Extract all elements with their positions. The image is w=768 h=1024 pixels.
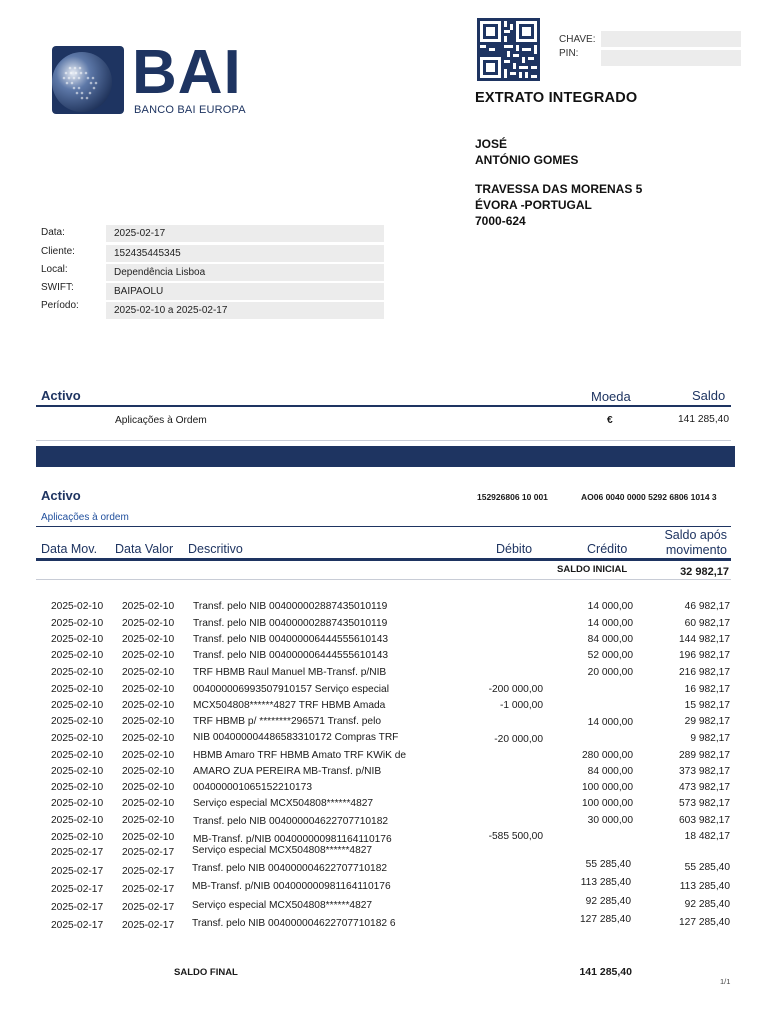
tx-data-valor: 2025-02-10 xyxy=(122,815,175,826)
tx-saldo: 603 982,17 xyxy=(679,815,730,826)
tx-data-valor: 2025-02-17 xyxy=(122,902,175,913)
tx-saldo: 15 982,17 xyxy=(684,700,730,711)
tx-data-valor: 2025-02-10 xyxy=(122,750,175,761)
tx-data-valor: 2025-02-10 xyxy=(122,684,175,695)
tx-saldo: 127 285,40 xyxy=(679,917,730,928)
tx-data-valor: 2025-02-10 xyxy=(122,618,175,629)
column-header-saldo-line2: movimento xyxy=(665,543,727,557)
tx-data-mov: 2025-02-17 xyxy=(51,920,104,931)
account-iban: AO06 0040 0000 5292 6806 1014 3 xyxy=(581,492,717,502)
tx-descritivo: HBMB Amaro TRF HBMB Amato TRF KWiK de xyxy=(193,750,407,761)
saldo-inicial-label: SALDO INICIAL xyxy=(557,564,628,575)
tx-descritivo: Serviço especial MCX504808******4827 xyxy=(192,845,373,856)
summary-row-currency: € xyxy=(607,415,613,426)
tx-saldo: 46 982,17 xyxy=(684,601,730,612)
tx-data-valor: 2025-02-17 xyxy=(122,866,175,877)
tx-descritivo: AMARO ZUA PEREIRA MB-Transf. p/NIB xyxy=(193,766,382,777)
saldo-final-label: SALDO FINAL xyxy=(174,967,238,978)
tx-credito: 84 000,00 xyxy=(587,634,633,645)
tx-credito: 52 000,00 xyxy=(587,650,633,661)
tx-credito: 14 000,00 xyxy=(587,717,633,728)
tx-descritivo: 004000006993507910157 Serviço especial xyxy=(193,684,389,695)
tx-descritivo: Transf. pelo NIB 004000002887435010119 xyxy=(193,601,388,612)
tx-saldo: 16 982,17 xyxy=(684,684,730,695)
tx-credito: 30 000,00 xyxy=(587,815,633,826)
tx-data-valor: 2025-02-10 xyxy=(122,798,175,809)
column-header-data-mov: Data Mov. xyxy=(41,542,98,556)
tx-descritivo: MB-Transf. p/NIB 004000000981164110176 xyxy=(192,881,391,892)
document-title: EXTRATO INTEGRADO xyxy=(475,90,638,106)
chave-field xyxy=(601,31,741,47)
tx-data-valor: 2025-02-10 xyxy=(122,700,175,711)
tx-credito: 100 000,00 xyxy=(582,782,633,793)
tx-data-mov: 2025-02-10 xyxy=(51,634,104,645)
bank-logo xyxy=(52,38,252,118)
account-subheading: Aplicações à ordem xyxy=(41,512,129,523)
tx-saldo: 373 982,17 xyxy=(679,766,730,777)
info-value-data: 2025-02-17 xyxy=(106,225,384,242)
summary-header-rule xyxy=(36,405,731,407)
info-value-cliente: 152435445345 xyxy=(106,245,384,262)
tx-credito: 113 285,40 xyxy=(580,877,631,888)
tx-descritivo: Transf. pelo NIB 004000004622707710182 xyxy=(193,816,389,827)
tx-data-valor: 2025-02-10 xyxy=(122,782,175,793)
tx-saldo: 289 982,17 xyxy=(679,750,730,761)
tx-saldo: 196 982,17 xyxy=(679,650,730,661)
tx-data-mov: 2025-02-17 xyxy=(51,884,104,895)
tx-data-mov: 2025-02-10 xyxy=(51,601,104,612)
tx-saldo: 473 982,17 xyxy=(679,782,730,793)
tx-data-mov: 2025-02-17 xyxy=(51,902,104,913)
customer-name-line2: ANTÓNIO GOMES xyxy=(475,153,579,167)
page-number: 1/1 xyxy=(720,977,731,986)
brand-subtitle: BANCO BAI EUROPA xyxy=(134,104,246,116)
info-value-swift: BAIPAOLU xyxy=(106,283,384,300)
tx-data-mov: 2025-02-10 xyxy=(51,782,104,793)
column-header-rule xyxy=(36,558,731,561)
column-header-saldo-line1: Saldo após xyxy=(664,528,727,542)
info-label-swift: SWIFT: xyxy=(41,282,74,293)
tx-credito: 92 285,40 xyxy=(585,896,631,907)
tx-data-mov: 2025-02-10 xyxy=(51,684,104,695)
tx-data-valor: 2025-02-10 xyxy=(122,650,175,661)
tx-data-valor: 2025-02-17 xyxy=(122,920,175,931)
tx-credito: 100 000,00 xyxy=(582,798,633,809)
tx-debito: -585 500,00 xyxy=(488,831,543,842)
info-value-local: Dependência Lisboa xyxy=(106,264,384,281)
tx-descritivo: Serviço especial MCX504808******4827 xyxy=(192,900,373,911)
info-label-periodo: Período: xyxy=(41,300,79,311)
tx-descritivo: Transf. pelo NIB 004000006444555610143 xyxy=(193,650,389,661)
tx-credito: 84 000,00 xyxy=(587,766,633,777)
tx-credito: 280 000,00 xyxy=(582,750,633,761)
info-label-local: Local: xyxy=(41,264,68,275)
summary-col-moeda: Moeda xyxy=(591,389,631,404)
customer-name-line1: JOSÉ xyxy=(475,137,508,151)
qr-code-icon xyxy=(475,18,542,81)
customer-address-line2: ÉVORA -PORTUGAL xyxy=(475,198,592,212)
tx-descritivo: MCX504808******4827 TRF HBMB Amada xyxy=(193,700,386,711)
tx-credito: 127 285,40 xyxy=(580,914,631,925)
tx-credito: 55 285,40 xyxy=(585,859,631,870)
summary-row-balance: 141 285,40 xyxy=(678,414,729,425)
info-value-periodo: 2025-02-10 a 2025-02-17 xyxy=(106,302,384,319)
tx-data-valor: 2025-02-10 xyxy=(122,601,175,612)
account-heading: Activo xyxy=(41,488,81,503)
column-header-debito: Débito xyxy=(496,542,533,556)
tx-data-valor: 2025-02-10 xyxy=(122,634,175,645)
tx-descritivo: Serviço especial MCX504808******4827 xyxy=(193,798,374,809)
tx-data-mov: 2025-02-10 xyxy=(51,798,104,809)
tx-data-mov: 2025-02-10 xyxy=(51,733,104,744)
tx-data-mov: 2025-02-10 xyxy=(51,766,104,777)
tx-descritivo: Transf. pelo NIB 004000004622707710182 xyxy=(192,863,388,874)
column-header-descritivo: Descritivo xyxy=(188,542,243,556)
saldo-inicial-rule xyxy=(36,579,731,580)
brand-wordmark: BAI xyxy=(132,38,242,107)
tx-descritivo: 004000001065152210173 xyxy=(193,782,312,793)
tx-credito: 14 000,00 xyxy=(587,601,633,612)
tx-debito: -200 000,00 xyxy=(488,684,543,695)
info-label-cliente: Cliente: xyxy=(41,246,75,257)
summary-heading: Activo xyxy=(41,388,81,403)
tx-data-mov: 2025-02-10 xyxy=(51,832,104,843)
tx-data-mov: 2025-02-10 xyxy=(51,700,104,711)
tx-descritivo: MB-Transf. p/NIB 004000000981164110176 xyxy=(193,834,392,845)
tx-saldo: 60 982,17 xyxy=(684,618,730,629)
tx-data-mov: 2025-02-10 xyxy=(51,618,104,629)
tx-saldo: 92 285,40 xyxy=(684,899,730,910)
tx-data-mov: 2025-02-17 xyxy=(51,847,104,858)
tx-data-valor: 2025-02-10 xyxy=(122,733,175,744)
info-label-data: Data: xyxy=(41,227,65,238)
tx-data-valor: 2025-02-10 xyxy=(122,716,175,727)
tx-data-mov: 2025-02-10 xyxy=(51,667,104,678)
column-header-data-valor: Data Valor xyxy=(115,542,174,556)
column-header-credito: Crédito xyxy=(587,542,628,556)
customer-address-line1: TRAVESSA DAS MORENAS 5 xyxy=(475,182,643,196)
summary-bottom-rule xyxy=(36,440,731,441)
tx-saldo: 18 482,17 xyxy=(684,831,730,842)
account-subheading-rule xyxy=(36,526,731,527)
tx-credito: 14 000,00 xyxy=(587,618,633,629)
tx-descritivo: NIB 004000004486583310172 Compras TRF xyxy=(193,732,399,743)
tx-saldo: 144 982,17 xyxy=(679,634,730,645)
tx-saldo: 113 285,40 xyxy=(679,881,730,892)
tx-descritivo: Transf. pelo NIB 004000006444555610143 xyxy=(193,634,389,645)
saldo-inicial-value: 32 982,17 xyxy=(680,566,729,578)
tx-saldo: 55 285,40 xyxy=(684,862,730,873)
tx-debito: -1 000,00 xyxy=(499,700,543,711)
tx-data-mov: 2025-02-17 xyxy=(51,866,104,877)
pin-field xyxy=(601,50,741,66)
chave-label: CHAVE: xyxy=(559,34,596,45)
globe-logo-icon xyxy=(52,46,124,114)
pin-label: PIN: xyxy=(559,48,579,59)
tx-data-valor: 2025-02-17 xyxy=(122,847,175,858)
summary-row-description: Aplicações à Ordem xyxy=(115,415,207,426)
account-number: 152926806 10 001 xyxy=(477,492,548,502)
tx-descritivo: TRF HBMB Raul Manuel MB-Transf. p/NIB xyxy=(193,667,387,678)
tx-descritivo: Transf. pelo NIB 004000004622707710182 6 xyxy=(192,918,396,929)
tx-credito: 20 000,00 xyxy=(587,667,633,678)
tx-saldo: 573 982,17 xyxy=(679,798,730,809)
tx-data-valor: 2025-02-10 xyxy=(122,832,175,843)
tx-data-mov: 2025-02-10 xyxy=(51,716,104,727)
tx-data-mov: 2025-02-10 xyxy=(51,815,104,826)
tx-data-mov: 2025-02-10 xyxy=(51,650,104,661)
tx-saldo: 216 982,17 xyxy=(679,667,730,678)
tx-data-valor: 2025-02-10 xyxy=(122,667,175,678)
summary-col-saldo: Saldo xyxy=(692,388,726,403)
tx-data-valor: 2025-02-17 xyxy=(122,884,175,895)
section-banner xyxy=(36,446,735,467)
tx-saldo: 9 982,17 xyxy=(690,733,730,744)
tx-data-mov: 2025-02-10 xyxy=(51,750,104,761)
tx-descritivo: TRF HBMB p/ ********296571 Transf. pelo xyxy=(193,716,381,727)
tx-debito: -20 000,00 xyxy=(494,734,543,745)
saldo-final-value: 141 285,40 xyxy=(579,966,632,978)
tx-descritivo: Transf. pelo NIB 004000002887435010119 xyxy=(193,618,388,629)
tx-saldo: 29 982,17 xyxy=(684,716,730,727)
tx-data-valor: 2025-02-10 xyxy=(122,766,175,777)
customer-address-line3: 7000-624 xyxy=(475,214,526,228)
